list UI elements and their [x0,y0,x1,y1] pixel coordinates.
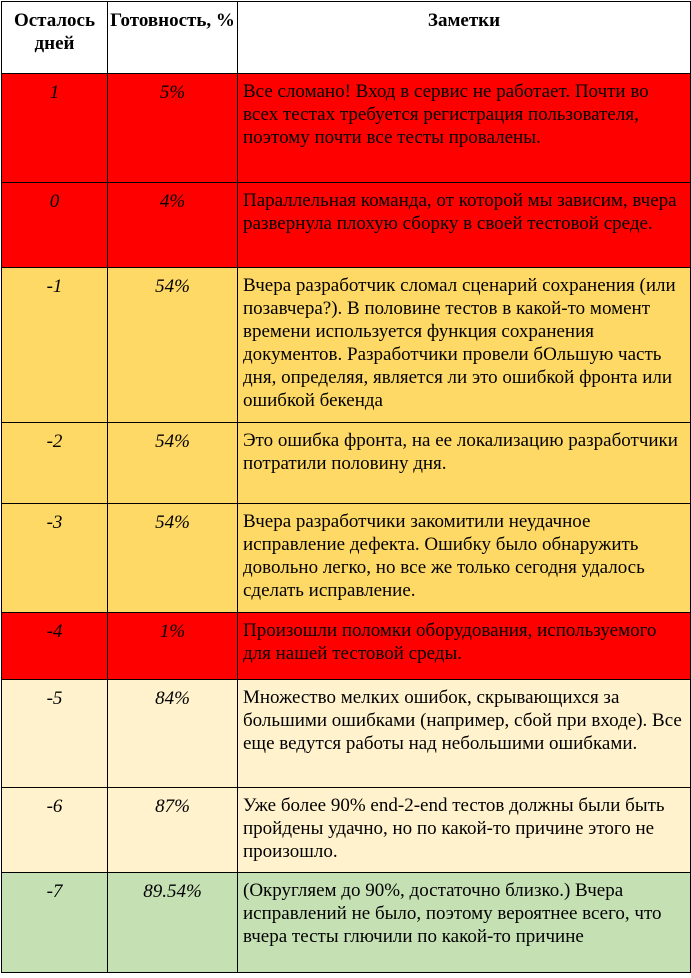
readiness-cell: 1% [108,613,238,680]
notes-cell: Уже более 90% end-2-end тестов должны были быть пройдены удачно, но по какой-то причине этого не произошло. [238,788,691,873]
notes-cell: (Округляем до 90%, достаточно близко.) Вчера исправлений не было, поэтому вероятнее всего, что вчера тесты глючили по какой-то причине [238,873,691,973]
readiness-cell: 54% [108,504,238,613]
readiness-cell: 84% [108,680,238,788]
table-row [2,504,691,613]
notes-cell: Все сломано! Вход в сервис не работает. Почти во всех тестах требуется регистрация пользователя, поэтому почти все тесты провалены. [238,74,691,183]
header-readiness: Готовность, % [108,2,238,74]
readiness-cell: 4% [108,183,238,268]
table-row [2,74,691,183]
table-row [2,613,691,680]
table-row [2,423,691,504]
header-days-left: Осталось дней [2,2,108,74]
table-row [2,873,691,973]
notes-cell: Произошли поломки оборудования, используемого для нашей тестовой среды. [238,613,691,680]
days-left-cell: -5 [2,680,108,788]
notes-cell: Параллельная команда, от которой мы зависим, вчера развернула плохую сборку в своей тестовой среде. [238,183,691,268]
table-row [2,788,691,873]
days-left-cell: 0 [2,183,108,268]
readiness-cell: 54% [108,423,238,504]
header-row [2,2,691,74]
notes-cell: Вчера разработчики закомитили неудачное исправление дефекта. Ошибку было обнаружить довольно легко, но все же только сегодня удалось сделать исправление. [238,504,691,613]
days-left-cell: 1 [2,74,108,183]
readiness-cell: 5% [108,74,238,183]
readiness-cell: 54% [108,268,238,423]
days-left-cell: -3 [2,504,108,613]
days-left-cell: -4 [2,613,108,680]
readiness-cell: 89.54% [108,873,238,973]
notes-cell: Вчера разработчик сломал сценарий сохранения (или позавчера?). В половине тестов в какой-то момент времени используется функция сохранения документов. Разработчики провели бОльшую часть дня, определяя, является ли это ошибкой фронта или ошибкой бекенда [238,268,691,423]
header-notes: Заметки [238,2,691,74]
days-left-cell: -7 [2,873,108,973]
days-left-cell: -1 [2,268,108,423]
table-row [2,680,691,788]
days-left-cell: -6 [2,788,108,873]
notes-cell: Это ошибка фронта, на ее локализацию разработчики потратили половину дня. [238,423,691,504]
notes-cell: Множество мелких ошибок, скрывающихся за большими ошибками (например, сбой при входе). Все еще ведутся работы над небольшими ошибками. [238,680,691,788]
table-row [2,268,691,423]
status-table [1,1,691,973]
table-row [2,183,691,268]
readiness-cell: 87% [108,788,238,873]
days-left-cell: -2 [2,423,108,504]
